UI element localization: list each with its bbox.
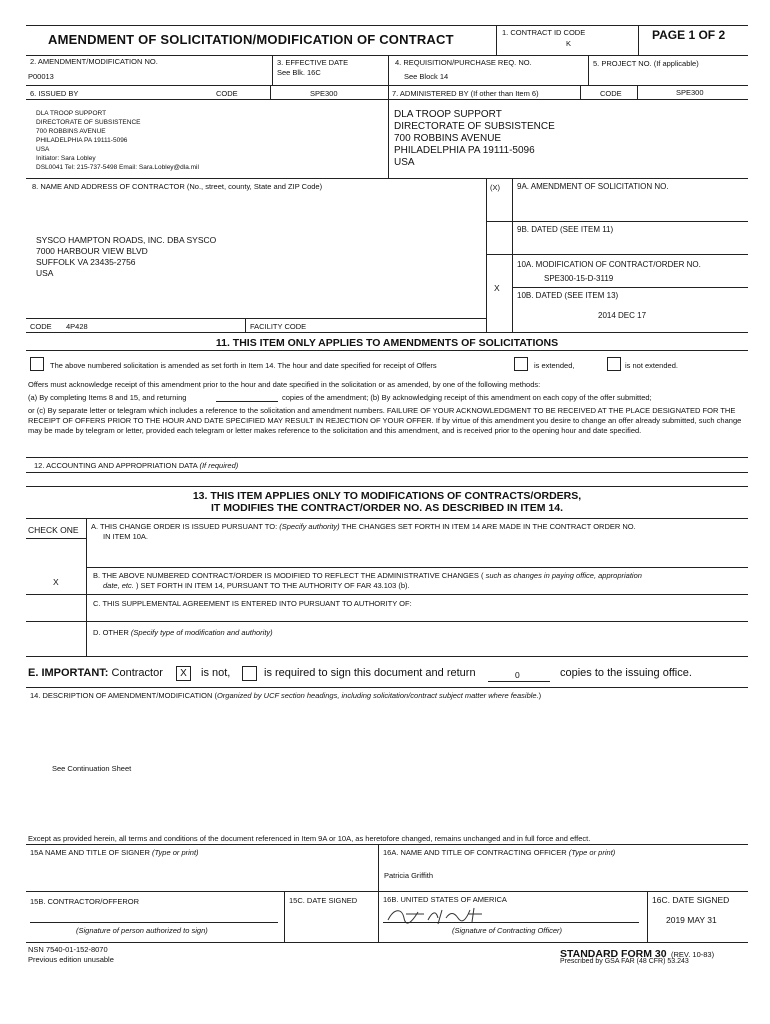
amendment-no-value: P00013: [28, 72, 54, 81]
copies-tail: copies to the issuing office.: [560, 667, 692, 679]
contract-id-value: K: [566, 39, 572, 48]
contractor-code-label: CODE: [30, 322, 52, 331]
important-row: E. IMPORTANT: Contractor: [28, 667, 163, 679]
solicitation-amended-checkbox[interactable]: [30, 357, 44, 371]
officer-date: 2019 MAY 31: [666, 915, 717, 925]
issued-by-label: 6. ISSUED BY: [30, 89, 79, 98]
officer-date-label: 16C. DATE SIGNED: [652, 895, 730, 905]
item13-b-line2: date, etc. ) SET FORTH IN ITEM 14, PURSUANT TO THE AUTHORITY OF FAR 43.103 (b).: [103, 581, 410, 590]
extended-checkbox[interactable]: [514, 357, 528, 371]
item11-heading: 11. THIS ITEM ONLY APPLIES TO AMENDMENTS OF SOLICITATIONS: [215, 337, 559, 349]
item13-heading: 13. THIS ITEM APPLIES ONLY TO MODIFICATIONS OF CONTRACTS/ORDERS, IT MODIFIES THE CONTRACT/ORDER NO. AS DESCRIBED IN ITEM 14.: [192, 490, 582, 514]
item14-label: 14. DESCRIPTION OF AMENDMENT/MODIFICATION (Organized by UCF section headings, including solicitation/contract subject matter where feasible.): [30, 691, 542, 700]
modification-dated-value: 2014 DEC 17: [598, 311, 647, 320]
contractor-signature-note: (Signature of person authorized to sign): [76, 926, 208, 935]
item11-line2: Offers must acknowledge receipt of this amendment prior to the hour and date specified in the solicitation or as amended, by one of the following methods:: [28, 380, 541, 389]
is-required-checkbox[interactable]: [242, 666, 257, 681]
contractor-address: SYSCO HAMPTON ROADS, INC. DBA SYSCO 7000 HARBOUR VIEW BLVD SUFFOLK VA 23435-2756 USA: [36, 235, 217, 278]
item11-line1: The above numbered solicitation is amended as set forth in Item 14. The hour and date specified for receipt of Offers: [50, 361, 437, 370]
contractor-date-label: 15C. DATE SIGNED: [289, 896, 358, 905]
signer-name-label: 15A NAME AND TITLE OF SIGNER (Type or print): [30, 848, 199, 857]
contractor-code: 4P428: [66, 322, 88, 331]
contractor-offeror-label: 15B. CONTRACTOR/OFFEROR: [30, 897, 140, 906]
item13-b-x-mark: X: [53, 577, 59, 587]
modification-dated-label: 10B. DATED (SEE ITEM 13): [517, 291, 619, 300]
contract-id-label: 1. CONTRACT ID CODE: [502, 28, 586, 37]
requisition-label: 4. REQUISITION/PURCHASE REQ. NO.: [395, 58, 532, 67]
item11-line3b: copies of the amendment; (b) By acknowledging receipt of this amendment on each copy of the offer submitted;: [282, 393, 652, 402]
except-statement: Except as provided herein, all terms and conditions of the document referenced in Item 9A or 10A, as heretofore changed, remains unchanged and in full force and effect.: [28, 834, 591, 843]
is-not-label: is not,: [201, 667, 231, 679]
administered-by-label: 7. ADMINISTERED BY (If other than Item 6): [392, 89, 539, 98]
issued-by-code-label: CODE: [216, 89, 238, 98]
administered-by-address: DLA TROOP SUPPORT DIRECTORATE OF SUBSISTENCE 700 ROBBINS AVENUE PHILADELPHIA PA 19111-5096 USA: [394, 109, 555, 168]
officer-name-label: 16A. NAME AND TITLE OF CONTRACTING OFFICER (Type or print): [383, 848, 616, 857]
administered-by-code: SPE300: [676, 88, 704, 97]
form-title: AMENDMENT OF SOLICITATION/MODIFICATION OF CONTRACT: [48, 32, 454, 47]
solicitation-no-label: 9A. AMENDMENT OF SOLICITATION NO.: [517, 182, 669, 191]
is-required-label: is required to sign this document and return: [264, 667, 476, 679]
not-extended-label: is not extended.: [625, 361, 678, 370]
officer-signature-note: (Signature of Contracting Officer): [452, 926, 563, 935]
amendment-no-label: 2. AMENDMENT/MODIFICATION NO.: [30, 57, 158, 66]
item14-body: See Continuation Sheet: [52, 764, 132, 773]
contractor-label: 8. NAME AND ADDRESS OF CONTRACTOR (No., street, county, State and ZIP Code): [32, 182, 323, 191]
item11-line3a: (a) By completing Items 8 and 15, and returning: [28, 393, 187, 402]
x-column-label: (X): [490, 183, 500, 192]
modification-no-label: 10A. MODIFICATION OF CONTRACT/ORDER NO.: [517, 260, 701, 269]
copies-count: 0: [515, 670, 520, 680]
issued-by-code: SPE300: [310, 89, 338, 98]
previous-edition: Previous edition unusable: [28, 955, 114, 964]
facility-code-label: FACILITY CODE: [250, 322, 307, 331]
officer-name: Patricia Griffith: [384, 871, 434, 880]
solicitation-dated-label: 9B. DATED (SEE ITEM 11): [517, 225, 614, 234]
check-one-label: CHECK ONE: [28, 525, 79, 535]
gsa-prescribed: Prescribed by GSA FAR (48 CFR) 53.243: [560, 958, 689, 965]
item11-paragraph: or (c) By separate letter or telegram which includes a reference to the solicitation and amendment numbers. FAILURE OF YOUR ACKNOWLEDGMENT TO BE RECEIVED AT THE PLACE DESIGNATED FOR THE RECEIPT OF OFFERS PRIOR TO THE HOUR AND DATE SPECIFIED MAY RESULT IN REJECTION OF YOUR OFFER. If by virtue of this amendment you desire to change an offer already submitted, such change may be made by telegram or letter, provided each telegram or letter makes reference to the solicitation and this amendment, and is received prior to the opening hour and date specified.: [28, 406, 742, 435]
page-count: PAGE 1 OF 2: [652, 28, 726, 42]
item13-c: C. THIS SUPPLEMENTAL AGREEMENT IS ENTERED INTO PURSUANT TO AUTHORITY OF:: [93, 599, 412, 608]
effective-date-label: 3. EFFECTIVE DATE: [277, 58, 349, 67]
is-not-checkbox[interactable]: X: [176, 666, 191, 681]
usa-label: 16B. UNITED STATES OF AMERICA: [383, 895, 507, 904]
item12-label: 12. ACCOUNTING AND APPROPRIATION DATA (If required): [34, 461, 239, 470]
project-no-label: 5. PROJECT NO. (If applicable): [593, 59, 699, 68]
requisition-value: See Block 14: [404, 72, 449, 81]
modification-no-value: SPE300-15-D-3119: [544, 274, 614, 283]
administered-by-code-label: CODE: [600, 89, 622, 98]
extended-label: is extended,: [534, 361, 575, 370]
not-extended-checkbox[interactable]: [607, 357, 621, 371]
modification-x-mark: X: [494, 283, 500, 293]
item13-b: B. THE ABOVE NUMBERED CONTRACT/ORDER IS MODIFIED TO REFLECT THE ADMINISTRATIVE CHANGES ( such as changes in paying office, appropriation: [93, 571, 642, 580]
effective-date-value: See Blk. 16C: [277, 68, 321, 77]
standard-form: STANDARD FORM 30 (REV. 10-83): [560, 948, 715, 960]
item13-d: D. OTHER (Specify type of modification and authority): [93, 628, 273, 637]
issued-by-address: DLA TROOP SUPPORT DIRECTORATE OF SUBSISTENCE 700 ROBBINS AVENUE PHILADELPHIA PA 19111-5096 USA Initiator: Sara Lobley DSL0041 Tel: 215-737-5498 Email: Sara.Lobley@dla.mil: [36, 110, 199, 171]
nsn: NSN 7540-01-152-8070: [28, 945, 108, 954]
item13-a: A. THIS CHANGE ORDER IS ISSUED PURSUANT TO: (Specify authority) THE CHANGES SET FORTH IN ITEM 14 ARE MADE IN THE CONTRACT ORDER NO.: [91, 522, 636, 531]
item13-a-line2: IN ITEM 10A.: [103, 532, 149, 541]
